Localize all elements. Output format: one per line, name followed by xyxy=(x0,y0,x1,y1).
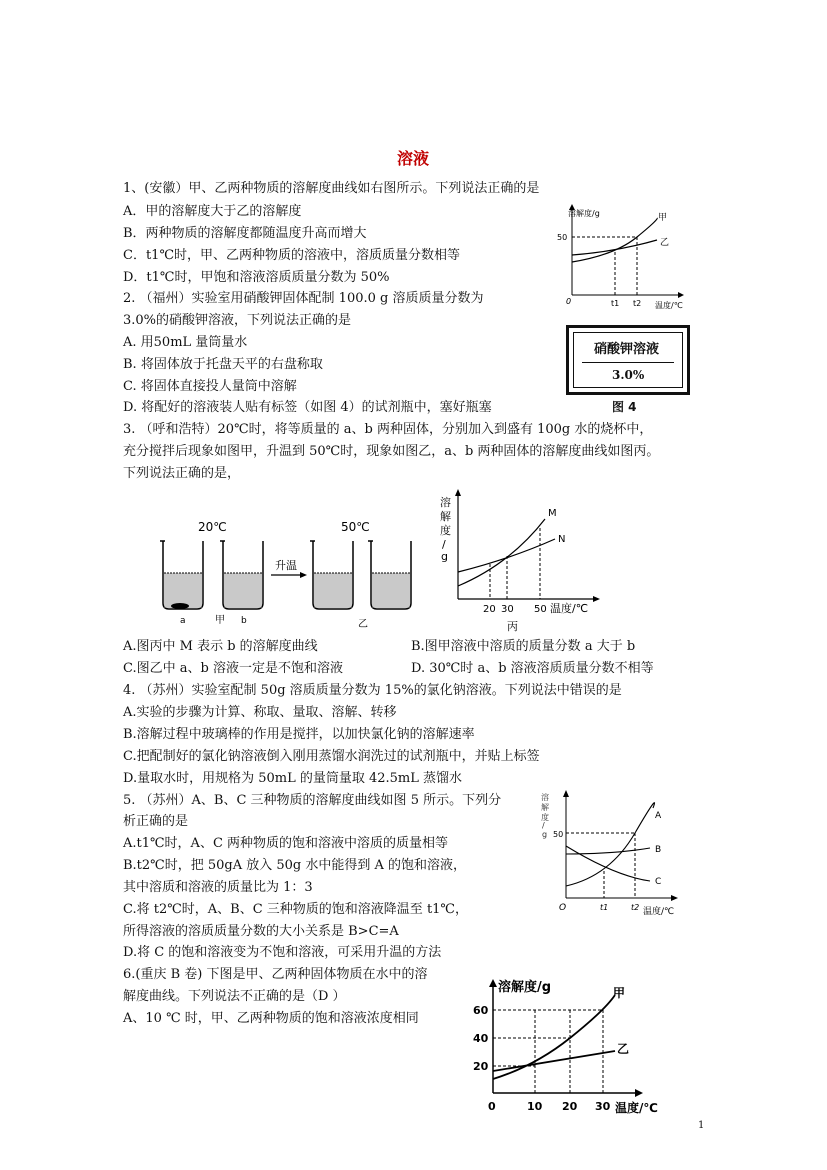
q6-stem-1: 6.(重庆 B 卷) 下图是甲、乙两种固体物质在水中的溶 xyxy=(123,967,428,982)
q3-beaker-b-label: b xyxy=(241,616,247,626)
q5-origin: O xyxy=(559,903,567,913)
q3-temp-20: 20℃ xyxy=(198,520,227,534)
q3-curve-M xyxy=(458,519,545,586)
q4-option-d: D.量取水时，用规格为 50mL 的量筒量取 42.5mL 蒸馏水 xyxy=(123,771,463,786)
q3-xtick-20: 20 xyxy=(483,604,496,615)
q3-option-c: C.图乙中 a、b 溶液一定是不饱和溶液 xyxy=(123,661,343,676)
q6-stem-2: 解度曲线。下列说法不正确的是（D ） xyxy=(123,989,346,1004)
q1-t2: t2 xyxy=(633,299,642,308)
q2-stem-2: 3.0%的硝酸钾溶液，下列说法正确的是 xyxy=(123,313,352,328)
q6-ylabel: 溶解度/g xyxy=(498,980,552,995)
q1-t1: t1 xyxy=(611,299,620,308)
q5-ylabel-2: 解 xyxy=(541,803,549,812)
q1-stem: 1、(安徽）甲、乙两种物质的溶解度曲线如右图所示。下列说法正确的是 xyxy=(123,181,540,196)
q3-stem-2: 充分搅拌后现象如图甲，升温到 50℃时，现象如图乙，a、b 两种固体的溶解度曲线如图丙。 xyxy=(123,444,660,459)
q3-ylabel-1: 溶 xyxy=(440,496,451,509)
q3-xlabel: 温度/℃ xyxy=(550,602,589,615)
q3-ylabel-5: g xyxy=(441,550,448,563)
q3-stem-3: 下列说法正确的是， xyxy=(123,466,241,481)
q5-option-c-2: 所得溶液的溶质质量分数的大小关系是 B>C=A xyxy=(123,924,399,939)
q5-ylabel-1: 溶 xyxy=(541,793,549,802)
q5-ylabel-5: g xyxy=(542,830,548,839)
q5-stem-1: 5. （苏州）A、B、C 三种物质的溶解度曲线如图 5 所示。下列分 xyxy=(123,793,502,808)
q5-series-A: A xyxy=(655,811,662,821)
q5-curve-C xyxy=(566,846,650,881)
q3-ylabel-3: 度 xyxy=(440,524,451,537)
q3-series-M: M xyxy=(548,508,557,519)
page-number: 1 xyxy=(698,1120,705,1131)
q1-option-c: C．t1℃时，甲、乙两种物质的溶液中，溶质质量分数相等 xyxy=(123,248,460,263)
q5-series-B: B xyxy=(655,845,662,855)
q3-temp-50: 50℃ xyxy=(341,520,370,534)
q6-xtick-20: 20 xyxy=(562,1100,578,1113)
beaker-a-50c xyxy=(310,541,353,609)
q3-beakers-figure xyxy=(155,513,425,633)
q3-fig-jia: 甲 xyxy=(215,615,225,626)
q1-option-b: B．两种物质的溶解度都随温度升高而增大 xyxy=(123,226,367,241)
q5-solubility-graph xyxy=(535,786,685,918)
q3-stem-1: 3. （呼和浩特）20℃时，将等质量的 a、b 两种固体，分别加入到盛有 100g 水的烧杯中， xyxy=(123,422,653,437)
q2-fig-caption: 图 4 xyxy=(612,400,637,414)
q1-series-jia: 甲 xyxy=(658,213,668,223)
q3-ylabel-4: / xyxy=(442,538,446,551)
beaker-b-20c xyxy=(220,541,263,609)
q4-option-b: B.溶解过程中玻璃棒的作用是搅拌，以加快氯化钠的溶解速率 xyxy=(123,727,475,742)
q6-solubility-graph xyxy=(465,975,658,1120)
q5-option-a: A.t1℃时，A、C 两种物质的饱和溶液中溶质的质量相等 xyxy=(123,836,449,851)
q6-series-yi: 乙 xyxy=(617,1042,630,1056)
q5-curve-A xyxy=(566,803,655,886)
q1-option-d: D．t1℃时，甲饱和溶液溶质质量分数为 50% xyxy=(123,270,390,285)
q5-t2: t2 xyxy=(631,903,640,912)
q1-series-yi: 乙 xyxy=(660,238,670,248)
q3-option-d: D. 30℃时 a、b 溶液溶质质量分数不相等 xyxy=(411,661,654,676)
q5-t1: t1 xyxy=(600,903,609,912)
q2-stem-1: 2. （福州）实验室用硝酸钾固体配制 100.0 g 溶质质量分数为 xyxy=(123,291,484,306)
q3-beaker-a-label: a xyxy=(180,616,186,626)
q6-ytick-60: 60 xyxy=(473,1004,489,1017)
q4-stem: 4. （苏州）实验室配制 50g 溶质质量分数为 15%的氯化钠溶液。下列说法中错误的是 xyxy=(123,683,622,698)
q3-fig-yi: 乙 xyxy=(358,619,368,630)
q6-xtick-10: 10 xyxy=(527,1100,543,1113)
q1-xlabel: 温度/℃ xyxy=(655,301,683,310)
q5-ylabel-3: 度 xyxy=(541,813,549,822)
q5-option-d: D.将 C 的饱和溶液变为不饱和溶液，可采用升温的方法 xyxy=(123,945,442,960)
q1-solubility-graph xyxy=(557,200,700,312)
q5-ytick: 50 xyxy=(553,830,564,839)
q3-series-N: N xyxy=(558,534,566,545)
q1-option-a: A．甲的溶解度大于乙的溶解度 xyxy=(123,204,302,219)
q3-xtick-30: 30 xyxy=(501,604,514,615)
q6-ytick-20: 20 xyxy=(473,1060,489,1073)
q5-option-b-1: B.t2℃时，把 50gA 放入 50g 水中能得到 A 的饱和溶液， xyxy=(123,858,467,873)
page-title: 溶液 xyxy=(397,149,430,168)
q5-option-b-2: 其中溶质和溶液的质量比为 1：3 xyxy=(123,880,313,895)
q3-xtick-50: 50 xyxy=(534,604,547,615)
q6-option-a: A、10 ℃ 时，甲、乙两种物质的饱和溶液浓度相同 xyxy=(123,1011,419,1026)
q5-stem-2: 析正确的是 xyxy=(123,814,189,829)
q3-fig-bing: 丙 xyxy=(507,620,518,633)
q1-ylabel: 溶解度/g xyxy=(568,209,600,218)
q3-ylabel-2: 解 xyxy=(440,510,451,523)
q2-option-b: B. 将固体放于托盘天平的右盘称取 xyxy=(123,357,323,372)
q6-ytick-40: 40 xyxy=(473,1032,489,1045)
reagent-label xyxy=(566,325,690,395)
q4-option-c: C.把配制好的氯化钠溶液倒入刚用蒸馏水润洗过的试剂瓶中，并贴上标签 xyxy=(123,749,540,764)
q1-ytick: 50 xyxy=(557,233,568,242)
q3-option-a: A.图丙中 M 表示 b 的溶解度曲线 xyxy=(123,639,318,654)
q6-xtick-0: 0 xyxy=(488,1100,496,1113)
q4-option-a: A.实验的步骤为计算、称取、量取、溶解、转移 xyxy=(123,705,397,720)
q3-arrow-label: 升温 xyxy=(275,559,297,572)
q6-xlabel: 温度/℃ xyxy=(615,1101,658,1115)
q3-solubility-graph xyxy=(430,484,610,636)
q5-ylabel-4: / xyxy=(542,821,545,830)
q6-series-jia: 甲 xyxy=(613,986,626,1000)
q6-curve-yi xyxy=(493,1051,615,1071)
q1-curve-jia xyxy=(572,218,657,262)
reagent-label-conc: 3.0% xyxy=(612,368,645,382)
beaker-b-50c xyxy=(368,541,411,609)
q6-xtick-30: 30 xyxy=(595,1100,611,1113)
q5-xlabel: 温度/℃ xyxy=(643,907,675,917)
q5-option-c-1: C.将 t2℃时，A、B、C 三种物质的饱和溶液降温至 t1℃， xyxy=(123,902,468,917)
q1-origin: 0 xyxy=(566,297,572,306)
q6-curve-jia xyxy=(493,995,615,1079)
reagent-label-name: 硝酸钾溶液 xyxy=(594,342,660,357)
beaker-a-20c xyxy=(160,541,203,609)
q2-option-c: C. 将固体直接投人量筒中溶解 xyxy=(123,379,297,394)
q2-option-a: A. 用50mL 量筒量水 xyxy=(123,335,248,350)
q2-option-d: D. 将配好的溶液装人贴有标签（如图 4）的试剂瓶中，塞好瓶塞 xyxy=(123,400,492,415)
q3-option-b: B.图甲溶液中溶质的质量分数 a 大于 b xyxy=(411,639,636,654)
q5-series-C: C xyxy=(655,877,662,887)
